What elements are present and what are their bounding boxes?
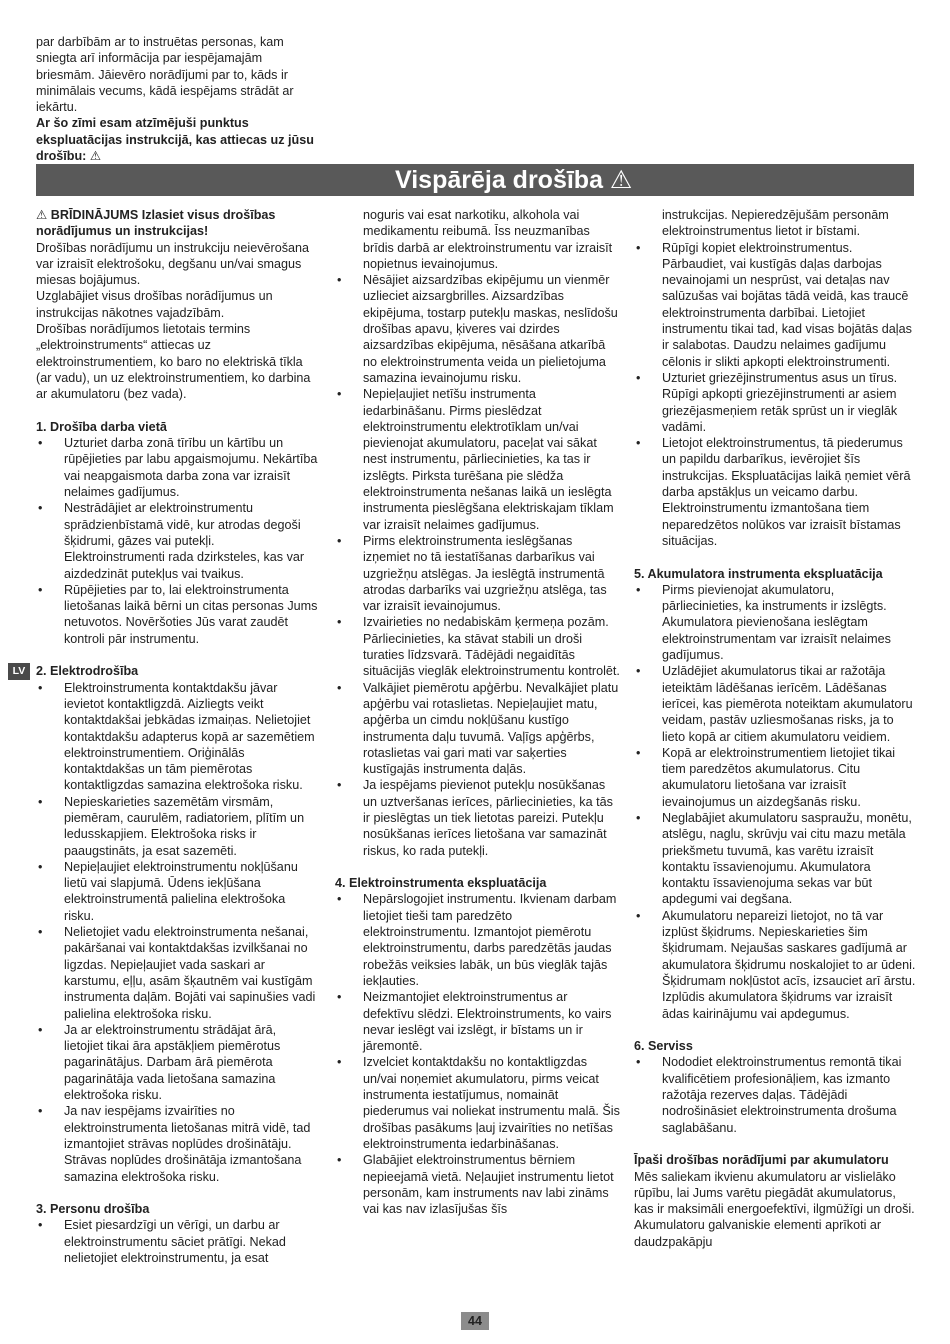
- section-3-list-continued: [335, 272, 620, 859]
- warning-heading: ⚠ BRĪDINĀJUMS Izlasiet visus drošības norādījumus un instrukcijas!: [36, 208, 276, 239]
- list-item: • Rūpējieties par to, lai elektroinstrumenta lietošanas laikā bērni un citas personas Jums netuvotos. Novēršoties Jūs varat zaudēt kontroli pār instrumentu.: [36, 582, 318, 647]
- list-item: • Akumulatoru nepareizi lietojot, no tā var izplūst šķidrums. Nepieskarieties šim šķidrumam. Nejaušas saskares gadījumā ar akumulatora šķidrumu noskalojiet to ar ūdeni. Šķidrumam nokļūstot acīs, izsauciet arī ārstu. Izplūdis akumulatora šķidrums var izraisīt ādas kairinājumu vai apdegumus.: [634, 908, 916, 1022]
- list-item: • Glabājiet elektroinstrumentus bērniem nepieejamā vietā. Neļaujiet instrumentu lietot personām, kam instruments nav labi zināms vai kas nav izlasījušas šīs: [335, 1152, 620, 1217]
- section-4-heading: 4. Elektroinstrumenta ekspluatācija: [335, 876, 547, 891]
- list-item: • Neizmantojiet elektroinstrumentus ar defektīvu slēdzi. Elektroinstruments, ko vairs nevar ieslēgt vai izslēgt, ir bīstams un ir jāremontē.: [335, 989, 620, 1054]
- warning-paragraph-2: Uzglabājiet visus drošības norādījumus un instrukcijas nākotnes vajadzībām.: [36, 289, 273, 320]
- section-5-list: [634, 582, 916, 1022]
- list-item: • Pirms pievienojat akumulatoru, pārliecinieties, ka instruments ir izslēgts. Akumulatora pievienošana ieslēgtam elektroinstrumentam var izraisīt nelaimes gadījumus.: [634, 582, 916, 663]
- section-6-list: [634, 1054, 916, 1135]
- list-item: • Nepieļaujiet netīšu instrumenta iedarbināšanu. Pirms pieslēdzat elektroinstrumentu elektrotīklam un/vai pievienojat akumulatoru, paceļat vai sākat nest instrumentu, pārliecinieties, ka tas ir izslēgts. Pirksta turēšana pie slēdža elektroinstrumenta nešanas laikā un ieslēgta instrumenta pieslēgšana elektriskajam tīklam var izraisīt nelaimes gadījumus.: [335, 386, 620, 533]
- battery-safety-heading: Īpaši drošības norādījumi par akumulatoru: [634, 1153, 889, 1168]
- list-item: • Elektroinstrumenta kontaktdakšu jāvar ievietot kontaktligzdā. Aizliegts veikt kontaktdakšai jebkādas izmaiņas. Nelietojiet kontaktdakšu adapterus kopā ar sazemētiem elektroinstrumentiem. Oriģinālās kontaktdakšas un tām piemērotas kontaktligzdas samazina elektrošoka risku.: [36, 680, 318, 794]
- list-item: • Nepieskarieties sazemētām virsmām, piemēram, caurulēm, radiatoriem, plītīm un ledusskapjiem. Elektrošoka risks ir paaugstināts, ja esat sazemēti.: [36, 794, 318, 859]
- section-title: Vispārēja drošība ⚠: [395, 166, 633, 194]
- warning-paragraph-3: Drošības norādījumos lietotais termins „elektroinstruments“ attiecas uz elektroinstrumentiem, ko baro no elektriskā tīkla (ar vadu), un uz elektroinstrumentiem, ko darbina ar akumulatoru (bez vada).: [36, 322, 311, 402]
- column-2: [335, 207, 620, 1217]
- list-item: • Neglabājiet akumulatoru saspraužu, monētu, atslēgu, naglu, skrūvju vai citu mazu metāla priekšmetu tuvumā, kas varētu izraisīt kontaktu īssavienojumu. Akumulatora kontaktu īssavienojuma sekas var būt apdegumi vai degšana.: [634, 810, 916, 908]
- section-1-list: [36, 435, 318, 647]
- intro-block: [36, 34, 316, 164]
- battery-safety-paragraph: Mēs saliekam ikvienu akumulatoru ar vislielāko rūpību, lai Jums varētu piegādāt akumulatorus, kas ir maksimāli energoefektīvi, ilgmūžīgi un droši. Akumulatoru galvaniskie elementi aprīkoti ar daudzpakāpju: [634, 1169, 915, 1249]
- list-item: • Nododiet elektroinstrumentus remontā tikai kvalificētiem profesionāļiem, kas izmanto ražotāja rezerves daļas. Tādējādi nodrošināsiet elektroinstrumenta drošuma saglabāšanu.: [634, 1054, 916, 1135]
- list-item: • Ja iespējams pievienot putekļu nosūkšanas un uztveršanas ierīces, pārliecinieties, ka tās ir pieslēgtas un tiek lietotas pareizi. Putekļu nosūkšanas ierīces lietošana var samazināt riskus, ko rada putekļi.: [335, 777, 620, 858]
- list-item: • Uzturiet darba zonā tīrību un kārtību un rūpējieties par labu apgaismojumu. Nekārtība vai neapgaismota darba zona var izraisīt nelaimes gadījumus.: [36, 435, 318, 500]
- warning-paragraph-1: Drošības norādījumu un instrukciju neievērošana var izraisīt elektrošoku, degšanu un/vai smagus miesas bojājumus.: [36, 240, 310, 288]
- list-item: • Lietojot elektroinstrumentus, tā piederumus un papildu darbarīkus, ievērojiet šīs instrukcijas. Ekspluatācijas laikā ņemiet vērā darba apstākļus un veicamo darbu. Elektroinstrumentu izmantošana tiem neparedzētos nolūkos var izraisīt bīstamas situācijas.: [634, 435, 916, 549]
- intro-safety-symbol-note: Ar šo zīmi esam atzīmējuši punktus ekspluatācijas instrukcijā, kas attiecas uz jūsu drošību: ⚠: [36, 116, 314, 164]
- section-2-list: [36, 680, 318, 1185]
- list-item: • Uzturiet griezējinstrumentus asus un tīrus. Rūpīgi apkopti griezējinstrumenti ar asiem griezējasmeņiem retāk sprūst un ir vieglāk vadāmi.: [634, 370, 916, 435]
- section-4-list-continued: [634, 240, 916, 550]
- continued-text: noguris vai esat narkotiku, alkohola vai medikamentu reibumā. Īss neuzmanības brīdis darbā ar elektroinstrumentu var izraisīt nopietnus ievainojumus.: [363, 208, 613, 271]
- section-6-heading: 6. Serviss: [634, 1039, 693, 1054]
- list-item: • Pirms elektroinstrumenta ieslēgšanas izņemiet no tā iestatīšanas darbarīkus vai uzgriežņu atslēgas. Ja ieslēgtā instrumentā atrodas darbarīks vai uzgriežņu atslēga, tas var izraisīt ievainojumus.: [335, 533, 620, 614]
- list-item: • Nelietojiet vadu elektroinstrumenta nešanai, pakāršanai vai kontaktdakšas izvilkšanai no ligzdas. Nepieļaujiet vada saskari ar karstumu, eļļu, asām šķautnēm vai kustīgām instrumenta daļām. Bojāti vai sapinušies vadi palielina elektrošoka risku.: [36, 924, 318, 1022]
- section-2-heading: 2. Elektrodrošība: [36, 664, 139, 679]
- page-number: 44: [461, 1312, 489, 1330]
- list-item: • Ja ar elektroinstrumentu strādājat ārā, lietojiet tikai āra apstākļiem piemērotus pagarinātājus. Darbam ārā piemērota pagarinātāja vada lietošana samazina elektrošoka risku.: [36, 1022, 318, 1103]
- list-item: • Izvelciet kontaktdakšu no kontaktligzdas un/vai noņemiet akumulatoru, pirms veicat instrumenta iestatījumus, nomaināt piederumus vai noliekat instrumentu malā. Šis drošības pasākums ļauj izvairīties no netīšas elektroinstrumenta iedarbināšanas.: [335, 1054, 620, 1152]
- section-banner: [36, 164, 914, 196]
- list-item: • Nepārslogojiet instrumentu. Ikvienam darbam lietojiet tieši tam paredzēto elektroinstrumentu. Izmantojot piemērotu elektroinstrumentu, darbs paredzētās jaudas robežās veiksies labāk, un būs vieglāk tajās iekļauties.: [335, 891, 620, 989]
- list-item: • Esiet piesardzīgi un vērīgi, un darbu ar elektroinstrumentu sāciet prātīgi. Nekad nelietojiet elektroinstrumentu, ja esat: [36, 1217, 318, 1266]
- intro-paragraph: par darbībām ar to instruētas personas, kam sniegta arī informācija par iespējamajām briesmām. Jāievēro norādījumi par to, kāds ir minimālais vecums, kādā iespējams strādāt ar iekārtu.: [36, 35, 294, 115]
- section-5-heading: 5. Akumulatora instrumenta ekspluatācija: [634, 566, 883, 581]
- section-4-list: [335, 891, 620, 1217]
- section-3-heading: 3. Personu drošība: [36, 1202, 150, 1217]
- list-item: • Ja nav iespējams izvairīties no elektroinstrumenta lietošanas mitrā vidē, tad izmantojiet strāvas noplūdes drošinātāju. Strāvas noplūdes drošinātāja izmantošana samazina elektrošoka risku.: [36, 1103, 318, 1184]
- section-3-list: [36, 1217, 318, 1266]
- column-3: [634, 207, 916, 1250]
- column-1: [36, 207, 318, 1266]
- list-item: • Valkājiet piemērotu apģērbu. Nevalkājiet platu apģērbu vai rotaslietas. Nepieļaujiet matu, apģērba un cimdu nokļūšanu kustīgo instrumenta daļu tuvumā. Vaļīgs apģērbs, rotaslietas vai gari mati var saķerties kustīgajās instrumenta daļās.: [335, 680, 620, 778]
- list-item: • Nēsājiet aizsardzības ekipējumu un vienmēr uzlieciet aizsargbrilles. Aizsardzības ekipējuma, tostarp putekļu maskas, neslīdošu drošības apavu, ķiveres vai dzirdes aizsardzības ekipējuma, nēsāšana atkarībā no elektroinstrumenta veida un pielietojuma samazina ievainojumu risku.: [335, 272, 620, 386]
- continued-text: instrukcijas. Nepieredzējušām personām elektroinstrumentus lietot ir bīstami.: [662, 208, 889, 239]
- list-item: • Izvairieties no nedabiskām ķermeņa pozām. Pārliecinieties, ka stāvat stabili un droši turaties līdzsvarā. Tādējādi negaidītās situācijās vieglāk elektroinstrumentu kontrolēt.: [335, 614, 620, 679]
- list-item: • Nepieļaujiet elektroinstrumentu nokļūšanu lietū vai slapjumā. Ūdens iekļūšana elektroinstrumentā palielina elektrošoka risku.: [36, 859, 318, 924]
- list-item: • Uzlādējiet akumulatorus tikai ar ražotāja ieteiktām lādēšanas ierīcēm. Lādēšanas ierīcei, kas piemērota noteiktam akumulatoru veidam, pastāv uzliesmošanas risks, ja to lieto kopā ar citiem akumulatoru veidiem.: [634, 663, 916, 744]
- language-tab: LV: [8, 663, 30, 680]
- section-1-heading: 1. Drošība darba vietā: [36, 419, 167, 434]
- list-item: • Rūpīgi kopiet elektroinstrumentus. Pārbaudiet, vai kustīgās daļas darbojas nevainojami un nesprūst, vai detaļas nav salūzušas vai bojātas tādā veidā, kas traucē elektroinstrumenta darbībai. Lietojiet instrumentu tikai tad, kad visas bojātās daļas ir salabotas. Daudzu nelaimes gadījumu cēlonis ir slikti apkopti elektroinstrumenti.: [634, 240, 916, 370]
- list-item: • Nestrādājiet ar elektroinstrumentu sprādzienbīstamā vidē, kur atrodas degoši šķidrumi, gāzes vai putekļi. Elektroinstrumenti rada dzirksteles, kas var aizdedzināt putekļus vai tvaikus.: [36, 500, 318, 581]
- list-item: • Kopā ar elektroinstrumentiem lietojiet tikai tiem paredzētos akumulatorus. Citu akumulatoru lietošana var izraisīt ievainojumus un aizdegšanās risku.: [634, 745, 916, 810]
